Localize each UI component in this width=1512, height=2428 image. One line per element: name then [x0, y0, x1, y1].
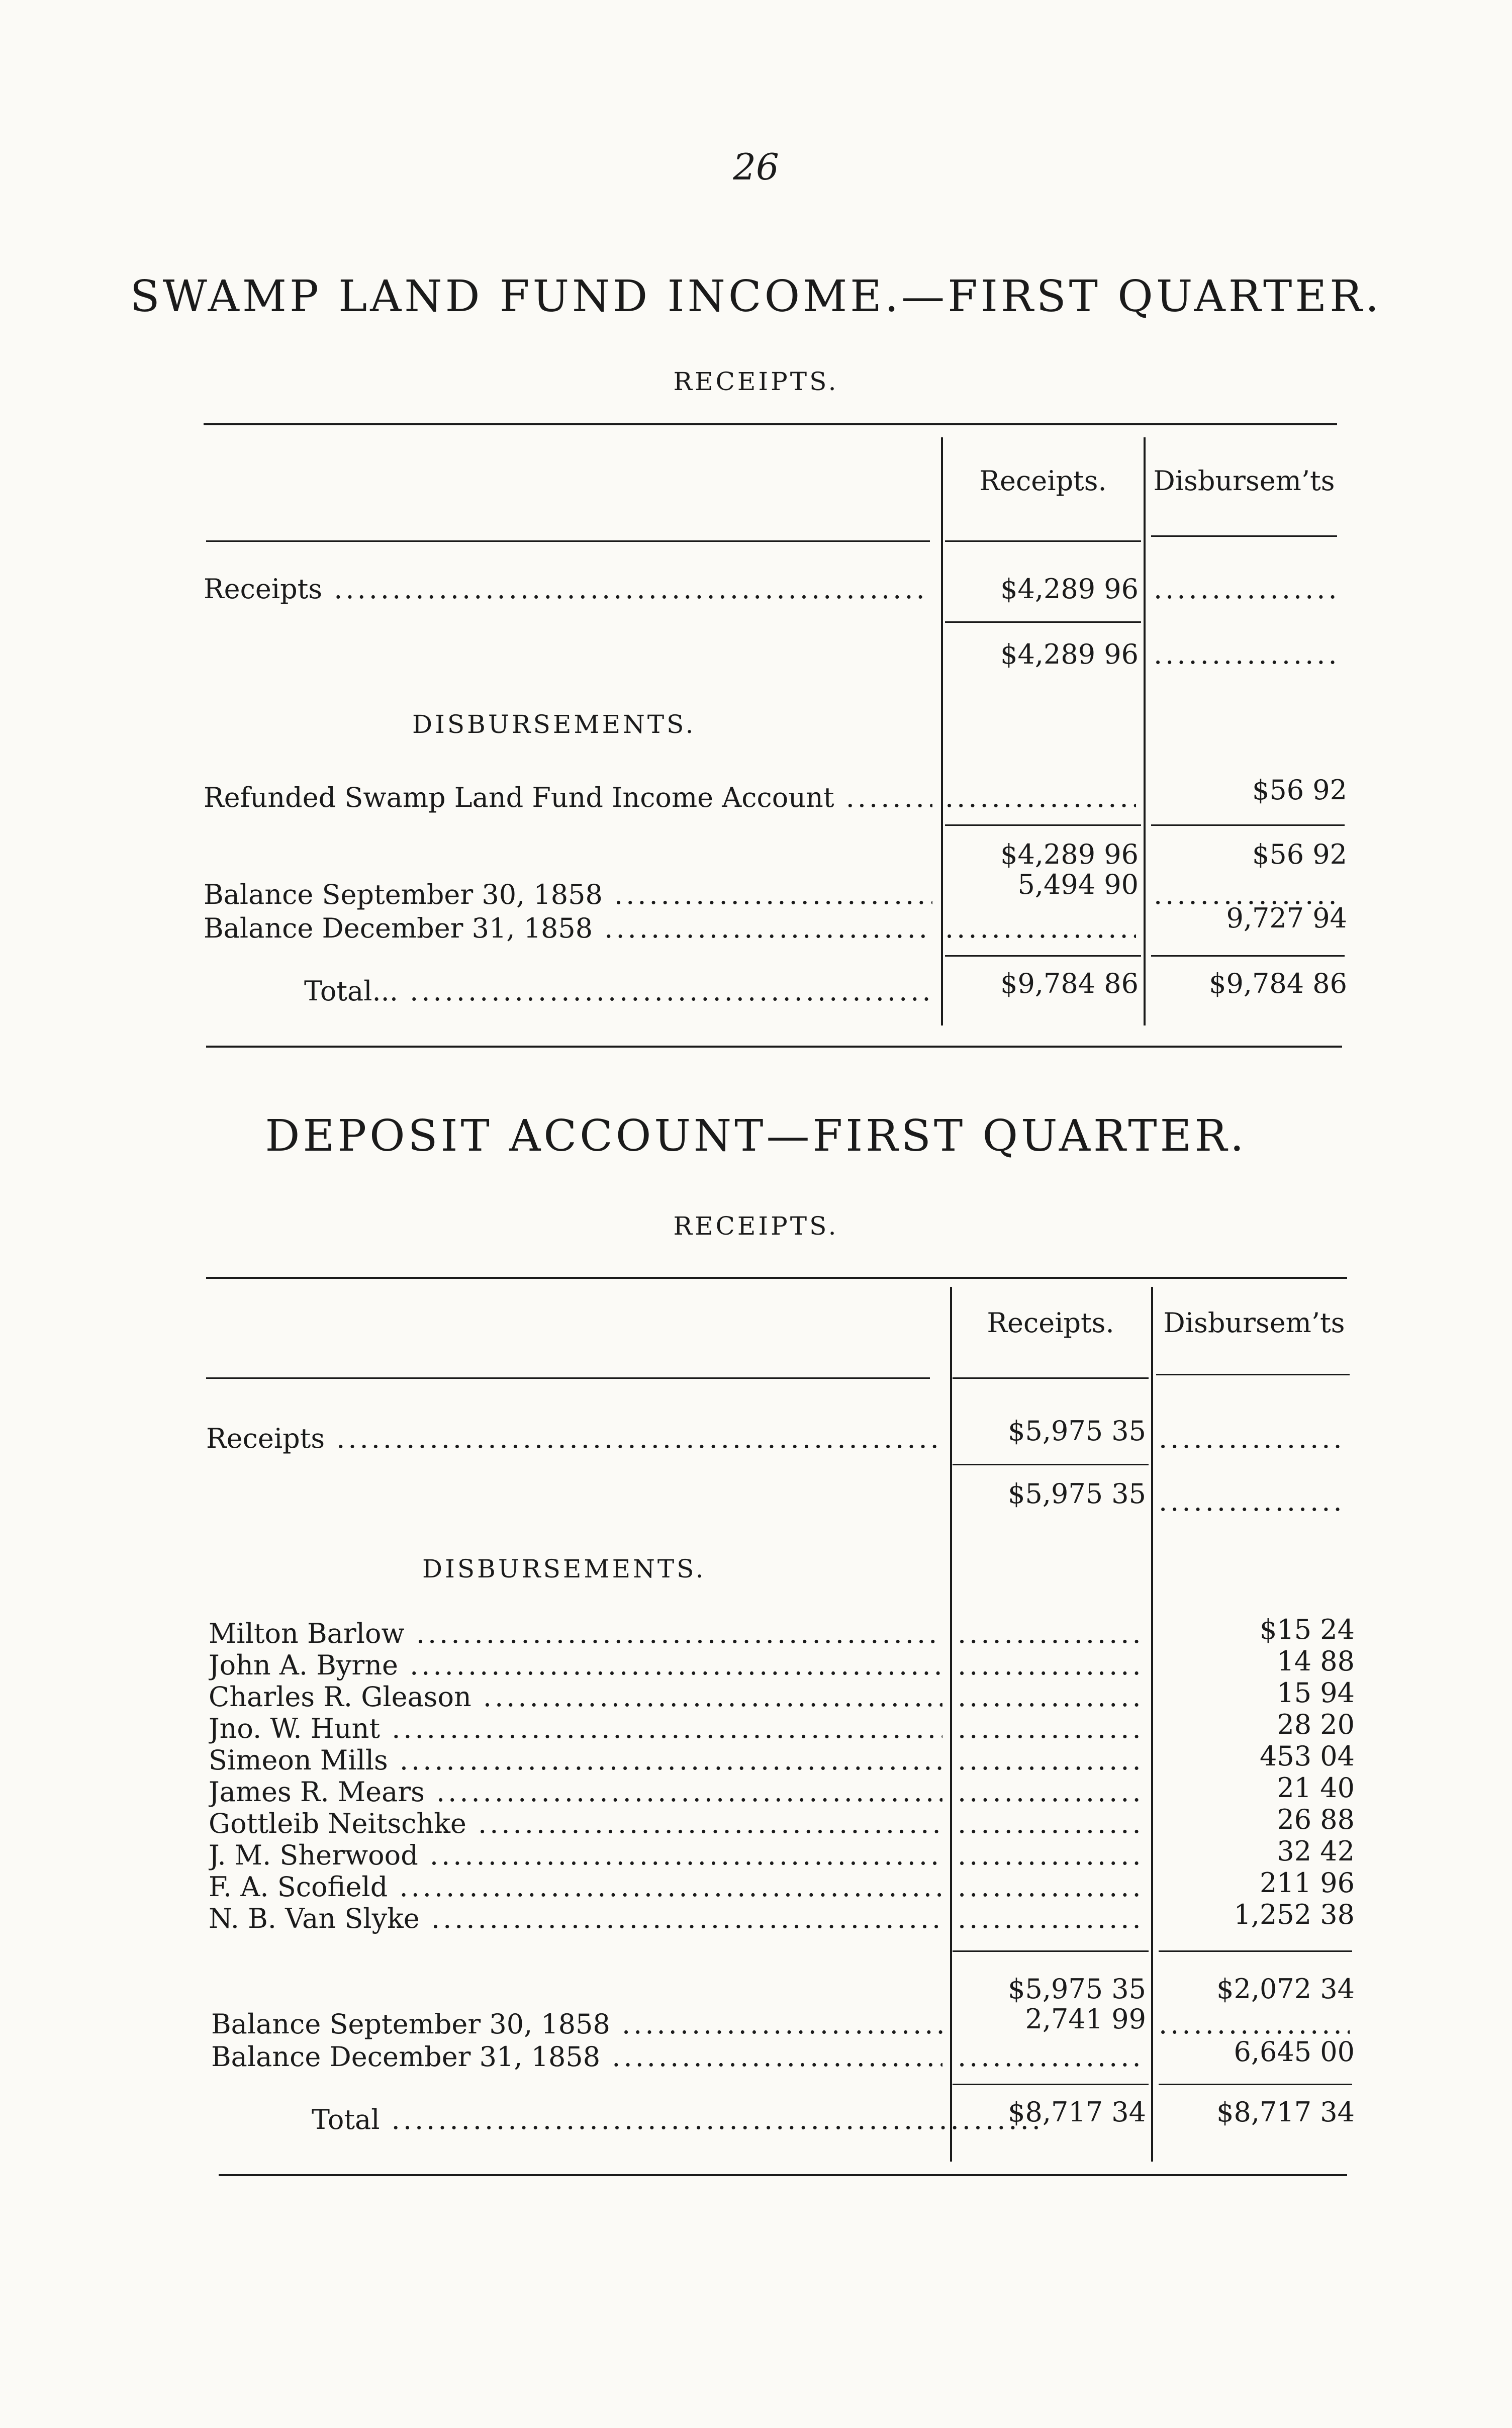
swamp-title: SWAMP LAND FUND INCOME.—FIRST QUARTER. — [130, 271, 1382, 322]
swamp-subtotal-disb: $56 92 — [1252, 838, 1347, 870]
swamp-balance-dec-amount: 9,727 94 — [1226, 902, 1347, 934]
swamp-col-divider-2 — [1144, 437, 1146, 1025]
swamp-total-label: Total... ..... — [204, 975, 932, 1007]
payee-amount: 28 20 — [1277, 1709, 1355, 1740]
swamp-balance-dec-leader — [945, 912, 1136, 945]
payee-receipt-leader — [958, 1776, 1146, 1808]
deposit-title: DEPOSIT ACCOUNT—FIRST QUARTER. — [265, 1111, 1247, 1161]
payee-receipt-leader — [958, 1744, 1146, 1777]
deposit-col-divider-2 — [1151, 1287, 1153, 2162]
payee-receipt-leader — [958, 1681, 1146, 1713]
deposit-balance-dec-label: Balance December 31, 1858 ..... — [211, 2041, 942, 2073]
deposit-total-label: Total ..... — [211, 2104, 1043, 2136]
swamp-receipts-heading: RECEIPTS. — [673, 367, 839, 396]
payee-amount: $15 24 — [1260, 1614, 1355, 1645]
payee-receipt-leader — [958, 1871, 1146, 1903]
deposit-header-rule-right — [1156, 1374, 1350, 1375]
payee-name: F. A. Scofield ..... — [209, 1871, 942, 1903]
swamp-balance-sep-label: Balance September 30, 1858 ..... — [204, 879, 932, 911]
swamp-refund-amount: $56 92 — [1252, 774, 1347, 806]
swamp-balance-dec-label: Balance December 31, 1858 ..... — [204, 912, 932, 945]
swamp-refund-label: Refunded Swamp Land Fund Income Account ..... — [204, 782, 932, 814]
swamp-total-rule-mid — [945, 955, 1141, 957]
swamp-bottom-rule — [206, 1046, 1342, 1048]
swamp-receipts-disb-leader — [1154, 573, 1340, 605]
deposit-header-rule-mid — [953, 1377, 1149, 1379]
swamp-total-rule-right — [1151, 955, 1345, 957]
swamp-receipts-subrule — [945, 621, 1141, 623]
swamp-refund-receipt-leader — [945, 782, 1136, 814]
payee-name: John A. Byrne ..... — [209, 1649, 942, 1682]
deposit-subtotal-disb-leader — [1159, 1485, 1347, 1518]
page-number: 26 — [733, 146, 779, 188]
swamp-disbursements-heading: DISBURSEMENTS. — [412, 710, 696, 739]
deposit-receipts-heading: RECEIPTS. — [673, 1211, 839, 1241]
deposit-receipts-subtotal: $5,975 35 — [1008, 1478, 1146, 1510]
deposit-bottom-rule — [219, 2174, 1347, 2176]
deposit-balance-sep-label: Balance September 30, 1858 ..... — [211, 2008, 942, 2040]
payee-amount: 32 42 — [1277, 1835, 1355, 1867]
swamp-col-receipts: Receipts. — [979, 465, 1107, 497]
swamp-header-rule-right — [1151, 535, 1337, 537]
deposit-col-receipts: Receipts. — [987, 1307, 1114, 1339]
deposit-total-rule-mid — [953, 2084, 1149, 2085]
payee-amount: 1,252 38 — [1234, 1899, 1355, 1930]
deposit-balance-dec-amount: 6,645 00 — [1234, 2036, 1355, 2068]
deposit-balance-sep-amount: 2,741 99 — [1025, 2003, 1146, 2035]
payee-amount: 453 04 — [1260, 1740, 1355, 1772]
swamp-header-rule-mid — [945, 540, 1141, 542]
payee-receipt-leader — [958, 1839, 1146, 1872]
payee-name: N. B. Van Slyke ..... — [209, 1903, 942, 1935]
payee-receipt-leader — [958, 1808, 1146, 1840]
swamp-receipts-amount: $4,289 96 — [1000, 573, 1139, 605]
payee-name: Gottleib Neitschke ..... — [209, 1808, 942, 1840]
deposit-balance-dec-leader — [958, 2041, 1146, 2073]
swamp-total-receipts: $9,784 86 — [1000, 968, 1139, 999]
payee-amount: 21 40 — [1277, 1772, 1355, 1804]
payee-amount: 211 96 — [1260, 1867, 1355, 1899]
deposit-subtotal-receipts: $5,975 35 — [1008, 1973, 1146, 2005]
payee-name: J. M. Sherwood ..... — [209, 1839, 942, 1872]
deposit-header-rule-left — [206, 1377, 930, 1379]
deposit-total-disb: $8,717 34 — [1216, 2096, 1355, 2128]
deposit-sub2-rule-right — [1159, 1950, 1352, 1952]
payee-receipt-leader — [958, 1903, 1146, 1935]
deposit-disbursements-heading: DISBURSEMENTS. — [422, 1554, 706, 1583]
swamp-receipts-label: Receipts ..... — [204, 573, 930, 605]
payee-name: Milton Barlow ..... — [209, 1618, 942, 1650]
swamp-subtotal-receipts: $4,289 96 — [1000, 838, 1139, 870]
payee-receipt-leader — [958, 1713, 1146, 1745]
payee-amount: 15 94 — [1277, 1677, 1355, 1709]
deposit-receipts-label: Receipts ..... — [206, 1423, 940, 1455]
deposit-receipts-disb-leader — [1159, 1423, 1347, 1455]
deposit-subtotal-disb: $2,072 34 — [1216, 1973, 1355, 2005]
swamp-header-rule-left — [206, 540, 930, 542]
swamp-subtotal-disb-leader — [1154, 638, 1340, 671]
swamp-col-divider-1 — [941, 437, 943, 1025]
payee-receipt-leader — [958, 1649, 1146, 1682]
swamp-balance-sep-amount: 5,494 90 — [1017, 869, 1139, 900]
deposit-total-rule-right — [1159, 2084, 1352, 2085]
deposit-total-receipts: $8,717 34 — [1008, 2096, 1146, 2128]
deposit-col-disbursements: Disbursem’ts — [1163, 1307, 1345, 1339]
payee-name: Simeon Mills ..... — [209, 1744, 942, 1777]
swamp-receipts-subtotal: $4,289 96 — [1000, 638, 1139, 670]
payee-name: James R. Mears ..... — [209, 1776, 942, 1808]
deposit-sub2-rule-mid — [953, 1950, 1149, 1952]
swamp-top-rule — [204, 423, 1337, 425]
deposit-top-rule — [206, 1277, 1347, 1279]
deposit-receipts-subrule — [953, 1464, 1149, 1465]
payee-name: Jno. W. Hunt ..... — [209, 1713, 942, 1745]
payee-name: Charles R. Gleason ..... — [209, 1681, 942, 1713]
swamp-sub2-rule-mid — [945, 824, 1141, 826]
swamp-sub2-rule-right — [1151, 824, 1345, 826]
deposit-receipts-amount: $5,975 35 — [1008, 1415, 1146, 1447]
payee-receipt-leader — [958, 1618, 1146, 1650]
swamp-total-disb: $9,784 86 — [1209, 968, 1347, 999]
payee-amount: 26 88 — [1277, 1804, 1355, 1835]
payee-amount: 14 88 — [1277, 1645, 1355, 1677]
swamp-col-disbursements: Disbursem’ts — [1153, 465, 1335, 497]
deposit-col-divider-1 — [950, 1287, 952, 2162]
